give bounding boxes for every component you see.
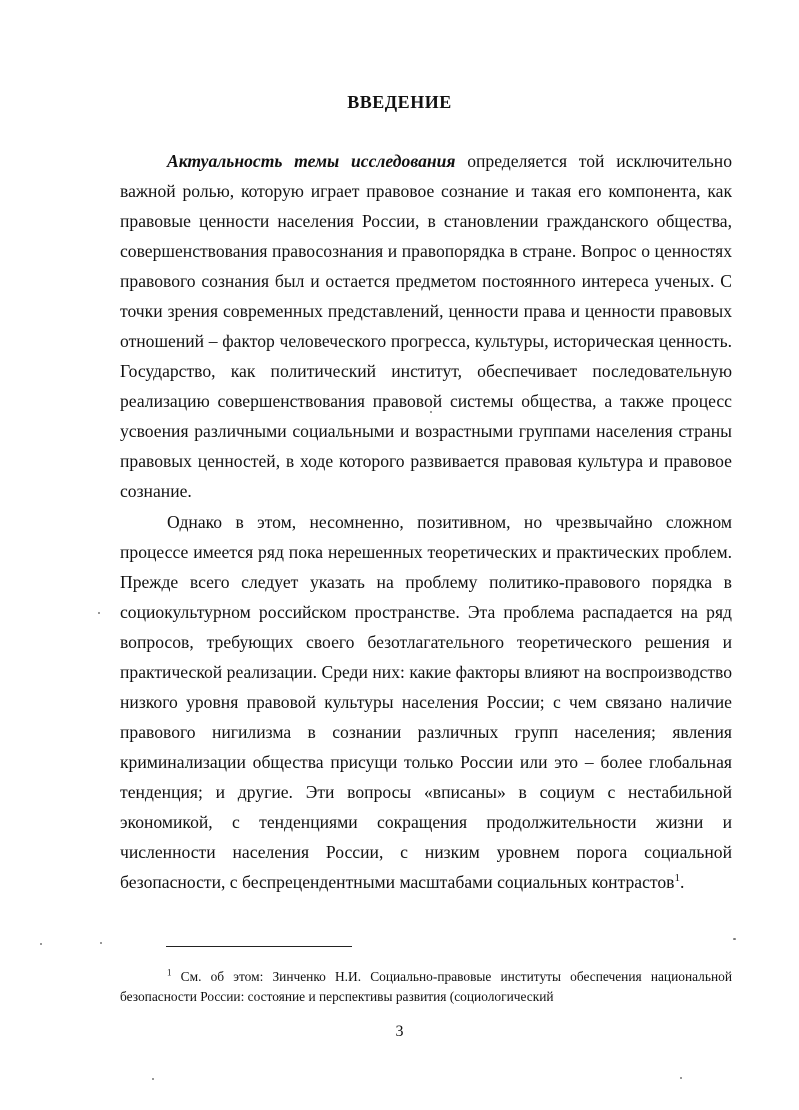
footnote-marker: 1 <box>167 967 172 978</box>
paragraph-problems <box>120 507 732 897</box>
paragraph-relevance <box>120 146 732 506</box>
page-number: 3 <box>395 1023 404 1040</box>
scan-speck <box>98 612 100 614</box>
paragraph-lead-phrase: Актуальность темы исследования <box>167 151 456 171</box>
scan-speck <box>40 943 42 945</box>
scan-speck <box>100 942 102 944</box>
footnote <box>120 967 732 1007</box>
paragraph-text: Однако в этом, несомненно, позитивном, но чрезвычайно сложном процессе имеется ряд пока нерешенных теоретических и практических проблем. Прежде всего следует указать на проблему политико-правового порядка в социокультурном российском пространстве. Эта проблема распадается на ряд вопросов, требующих своего безотлагательного теоретического решения и практической реализации. Среди них: какие факторы влияют на воспроизводство низкого уровня правовой культуры населения России; с чем связано наличие правового нигилизма в сознании различных групп населения; явления криминализации общества присущи только России или это – более глобальная тенденция; и другие. Эти вопросы «вписаны» в социум с нестабильной экономикой, с тенденциями сокращения продолжительности жизни и численности населения России, с низким уровнем порога социальной безопасности, с беспрецендентными масштабами социальных контрастов <box>120 512 732 892</box>
footnote-divider <box>166 946 352 947</box>
footnote-reference[interactable]: 1 <box>674 872 680 885</box>
scan-speck <box>430 411 432 413</box>
paragraph-text: определяется той исключительно важной ролью, которую играет правовое сознание и такая его компонента, как правовые ценности населения России, в становлении гражданского общества, совершенствования правосознания и правопорядка в стране. Вопрос о ценностях правового сознания был и остается предметом постоянного интереса ученых. С точки зрения современных представлений, ценности права и ценности правовых отношений – фактор человеческого прогресса, культуры, историческая ценность. Государство, как политический институт, обеспечивает последовательную реализацию совершенствования правовой системы общества, а также процесс усвоения различными социальными и возрастными группами населения страны правовых ценностей, в ходе которого развивается правовая культура и правовое сознание. <box>120 151 732 501</box>
scan-speck <box>152 1078 154 1080</box>
scan-speck <box>733 938 736 940</box>
section-title: ВВЕДЕНИЕ <box>347 92 452 112</box>
footnote-text: См. об этом: Зинченко Н.И. Социально-правовые институты обеспечения национальной безопасности России: состояние и перспективы развития (социологический <box>120 969 732 1004</box>
paragraph-end: . <box>679 872 685 892</box>
scan-speck <box>680 1077 682 1079</box>
